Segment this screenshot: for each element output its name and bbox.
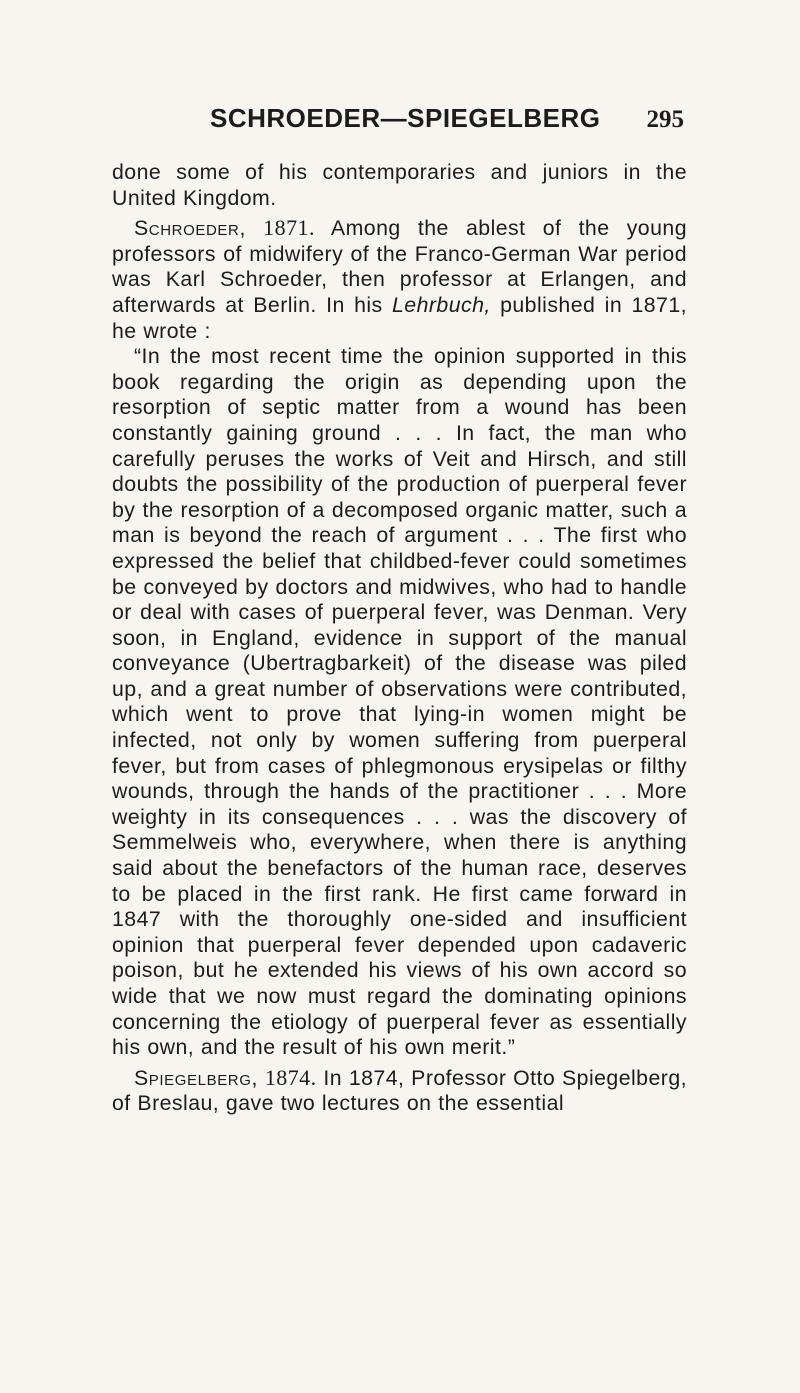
paragraph-text: done some of his contemporaries and juniors in the United Kingdom. bbox=[112, 160, 687, 210]
paragraph-text: published in 1871, he wrote : bbox=[112, 292, 687, 343]
body-text bbox=[112, 160, 687, 1117]
paragraph-text: In 1874, Professor Otto Spiegelberg, of Breslau, gave two lectures on the essential bbox=[112, 1065, 687, 1116]
running-head bbox=[114, 103, 684, 143]
section-year: 1874. bbox=[264, 1064, 317, 1090]
paragraph-schroeder bbox=[112, 215, 687, 344]
paragraph-quotation bbox=[112, 344, 687, 1061]
section-year: 1871. bbox=[263, 215, 315, 241]
quotation-text: “In the most recent time the opinion supported in this book regarding the origin as depending upon the resorption of septic matter from a wound has been constantly gaining ground . . . In fact, the man who carefully peruses the works of Veit and Hirsch, and still doubts the possibility of the production of puerperal fever by the resorption of a decomposed organic matter, such a man is beyond the reach of argument . . . The first who expressed the belief that childbed-fever could sometimes be conveyed by doctors and midwives, who had to handle or deal with cases of puerperal fever, was Denman. Very soon, in England, evidence in support of the manual conveyance (Ubertragbarkeit) of the disease was piled up, and a great number of observations were contributed, which went to prove that lying-in women might be infected, not only by women suffering from puerperal fever, but from cases of phlegmonous erysipelas or filthy wounds, through the hands of the practitioner . . . More weighty in its consequences . . . was the discovery of Semmelweis who, everywhere, when there is anything said about the benefactors of the human race, deserves to be placed in the first rank. He first came forward in 1847 with the thoroughly one-sided and insufficient opinion that puerperal fever depended upon cadaveric poison, but he extended his views of his own accord so wide that we now must regard the dominating opinions concerning the etiology of puerperal fever as essentially his own, and the result of his own merit.” bbox=[112, 344, 687, 1060]
page-number: 295 bbox=[646, 106, 684, 133]
paragraph-text: Among the ablest of the young professors of midwifery of the Franco-German War period was Karl Schroeder, then professor at Erlangen, and afterwards at Berlin. In his bbox=[112, 216, 687, 317]
paragraph-continuation bbox=[112, 160, 687, 211]
section-heading: Spiegelberg, bbox=[134, 1065, 259, 1090]
paragraph-spiegelberg bbox=[112, 1065, 687, 1117]
section-heading: Schroeder, bbox=[134, 216, 246, 241]
running-title: SCHROEDER—SPIEGELBERG bbox=[210, 103, 601, 133]
italic-book-title: Lehrbuch, bbox=[391, 292, 491, 317]
